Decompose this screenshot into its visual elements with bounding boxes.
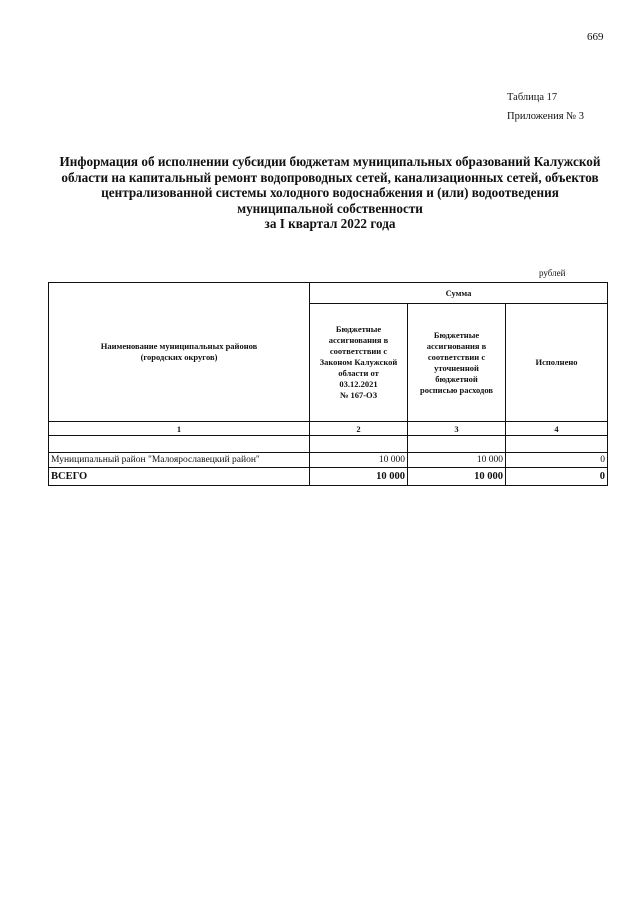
header-sum-group: Сумма <box>310 283 608 304</box>
appendix-reference: Приложения № 3 <box>507 111 585 122</box>
header-text: области от <box>338 368 379 378</box>
header-text: бюджетной <box>435 373 478 384</box>
title-line: Информация об исполнении субсидии бюджетам муниципальных образований Калужской <box>59 154 601 169</box>
header-executed: Исполнено <box>506 304 608 422</box>
total-law-amount: 10 000 <box>310 468 408 486</box>
header-text: Бюджетные <box>433 329 480 340</box>
header-text: росписью расходов <box>420 384 493 395</box>
column-number: 2 <box>310 422 408 436</box>
units-label: рублей <box>539 268 566 278</box>
total-executed: 0 <box>506 468 608 486</box>
header-text: соответствии с <box>329 346 388 356</box>
law-amount-cell: 10 000 <box>310 453 408 468</box>
spacer-cell <box>49 436 310 453</box>
header-name-column <box>49 283 310 422</box>
document-title <box>40 154 620 232</box>
spacer-row <box>49 436 608 453</box>
header-law-amount <box>310 304 408 422</box>
header-text: ассигнования в <box>426 340 487 351</box>
refined-amount-cell: 10 000 <box>408 453 506 468</box>
title-line: централизованной системы холодного водоснабжения и (или) водоотведения <box>101 185 559 201</box>
subsidy-table <box>48 282 608 486</box>
spacer-cell <box>310 436 408 453</box>
spacer-cell <box>408 436 506 453</box>
total-row <box>49 468 608 486</box>
header-text: ассигнования в <box>328 335 389 345</box>
header-text: 03.12.2021 <box>339 379 378 389</box>
header-text: Законом Калужской <box>319 357 398 367</box>
total-refined-amount: 10 000 <box>408 468 506 486</box>
column-number: 3 <box>408 422 506 436</box>
header-refined-amount <box>408 304 506 422</box>
page-number: 669 <box>587 31 604 43</box>
column-number: 4 <box>506 422 608 436</box>
header-text: № 167-ОЗ <box>339 390 378 400</box>
header-text: Наименование муниципальных районов <box>100 341 258 351</box>
column-number: 1 <box>49 422 310 436</box>
header-text: уточненной <box>434 362 479 373</box>
title-line: муниципальной собственности <box>237 200 423 216</box>
table-row <box>49 453 608 468</box>
table-reference: Таблица 17 <box>507 92 558 103</box>
column-number-row <box>49 422 608 436</box>
header-text: (городских округов) <box>140 352 218 362</box>
title-line: области на капитальный ремонт водопроводных сетей, канализационных сетей, объектов <box>61 169 599 185</box>
title-line: за I квартал 2022 года <box>264 216 396 232</box>
header-text: соответствии с <box>427 351 486 362</box>
executed-cell: 0 <box>506 453 608 468</box>
header-text: Бюджетные <box>335 324 382 334</box>
district-name: Муниципальный район "Малоярославецкий район" <box>49 453 310 468</box>
spacer-cell <box>506 436 608 453</box>
total-label: ВСЕГО <box>49 468 310 486</box>
header-row-group <box>49 283 608 304</box>
